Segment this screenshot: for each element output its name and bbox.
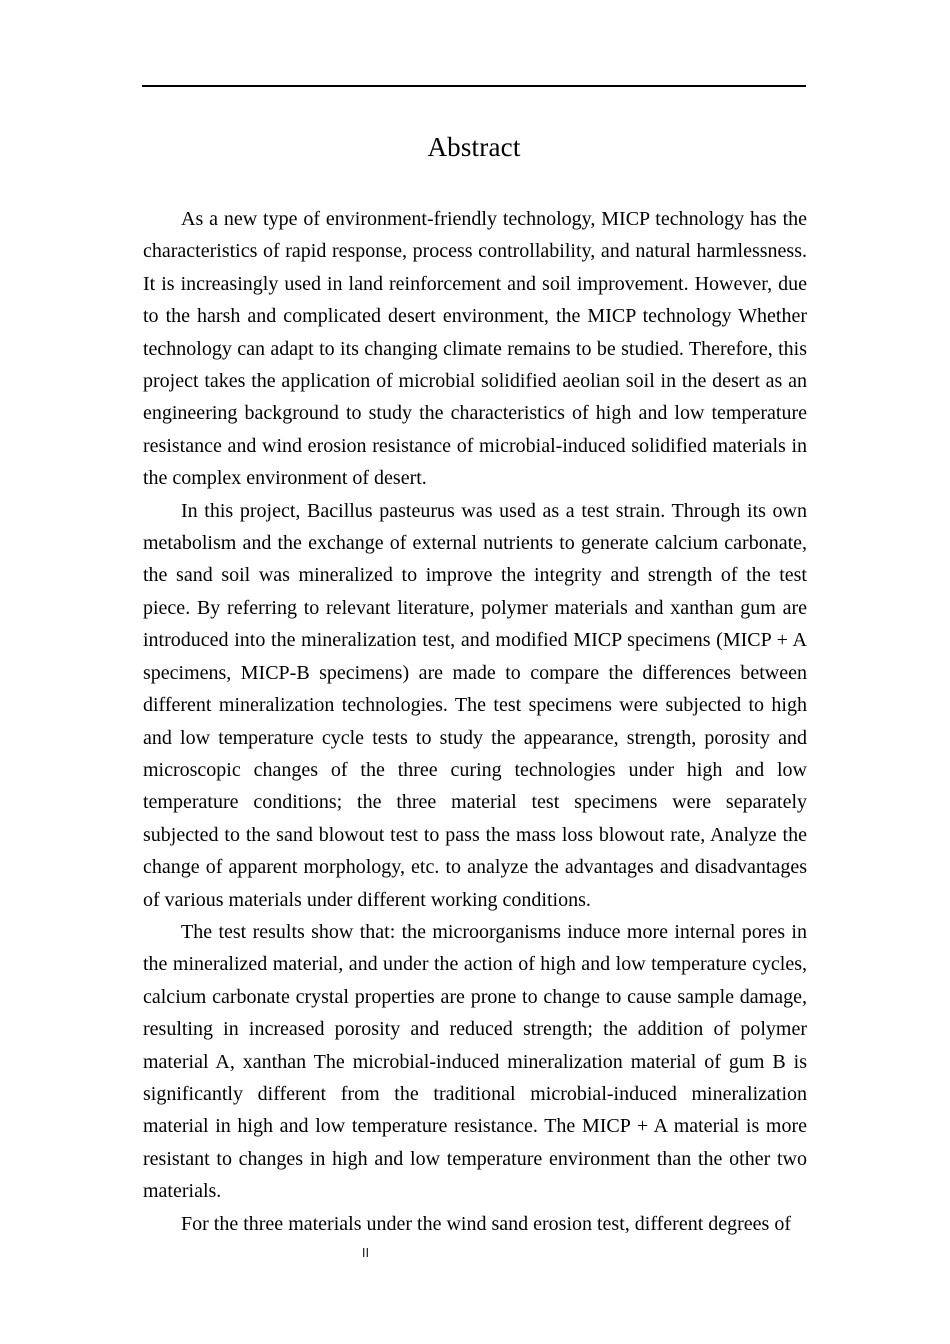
abstract-body <box>143 203 807 1240</box>
header-divider-rule <box>142 85 806 87</box>
page-number: II <box>361 1245 370 1260</box>
paragraph: The test results show that: the microorganisms induce more internal pores in the mineralized material, and under the action of high and low temperature cycles, calcium carbonate crystal properties are prone to change to cause sample damage, resulting in increased porosity and reduced strength; the addition of polymer material A, xanthan The microbial-induced mineralization material of gum B is significantly different from the traditional microbial-induced mineralization material in high and low temperature resistance. The MICP + A material is more resistant to changes in high and low temperature environment than the other two materials. <box>143 920 807 1203</box>
paragraph: In this project, Bacillus pasteurus was used as a test strain. Through its own metabolism and the exchange of external nutrients to generate calcium carbonate, the sand soil was mineralized to improve the integrity and strength of the test piece. By referring to relevant literature, polymer materials and xanthan gum are introduced into the mineralization test, and modified MICP specimens (MICP + A specimens, MICP-B specimens) are made to compare the differences between different mineralization technologies. The test specimens were subjected to high and low temperature cycle tests to study the appearance, strength, porosity and microscopic changes of the three curing technologies under high and low temperature conditions; the three material test specimens were separately subjected to the sand blowout test to pass the mass loss blowout rate, Analyze the change of apparent morphology, etc. to analyze the advantages and disadvantages of various materials under different working conditions. <box>143 499 807 911</box>
paragraph: As a new type of environment-friendly technology, MICP technology has the characteristics of rapid response, process controllability, and natural harmlessness. It is increasingly used in land reinforcement and soil improvement. However, due to the harsh and complicated desert environment, the MICP technology Whether technology can adapt to its changing climate remains to be studied. Therefore, this project takes the application of microbial solidified aeolian soil in the desert as an engineering background to study the characteristics of high and low temperature resistance and wind erosion resistance of microbial-induced solidified materials in the complex environment of desert. <box>143 208 807 490</box>
paragraph: For the three materials under the wind sand erosion test, different degrees of <box>181 1212 791 1235</box>
page-title: Abstract <box>427 132 521 162</box>
